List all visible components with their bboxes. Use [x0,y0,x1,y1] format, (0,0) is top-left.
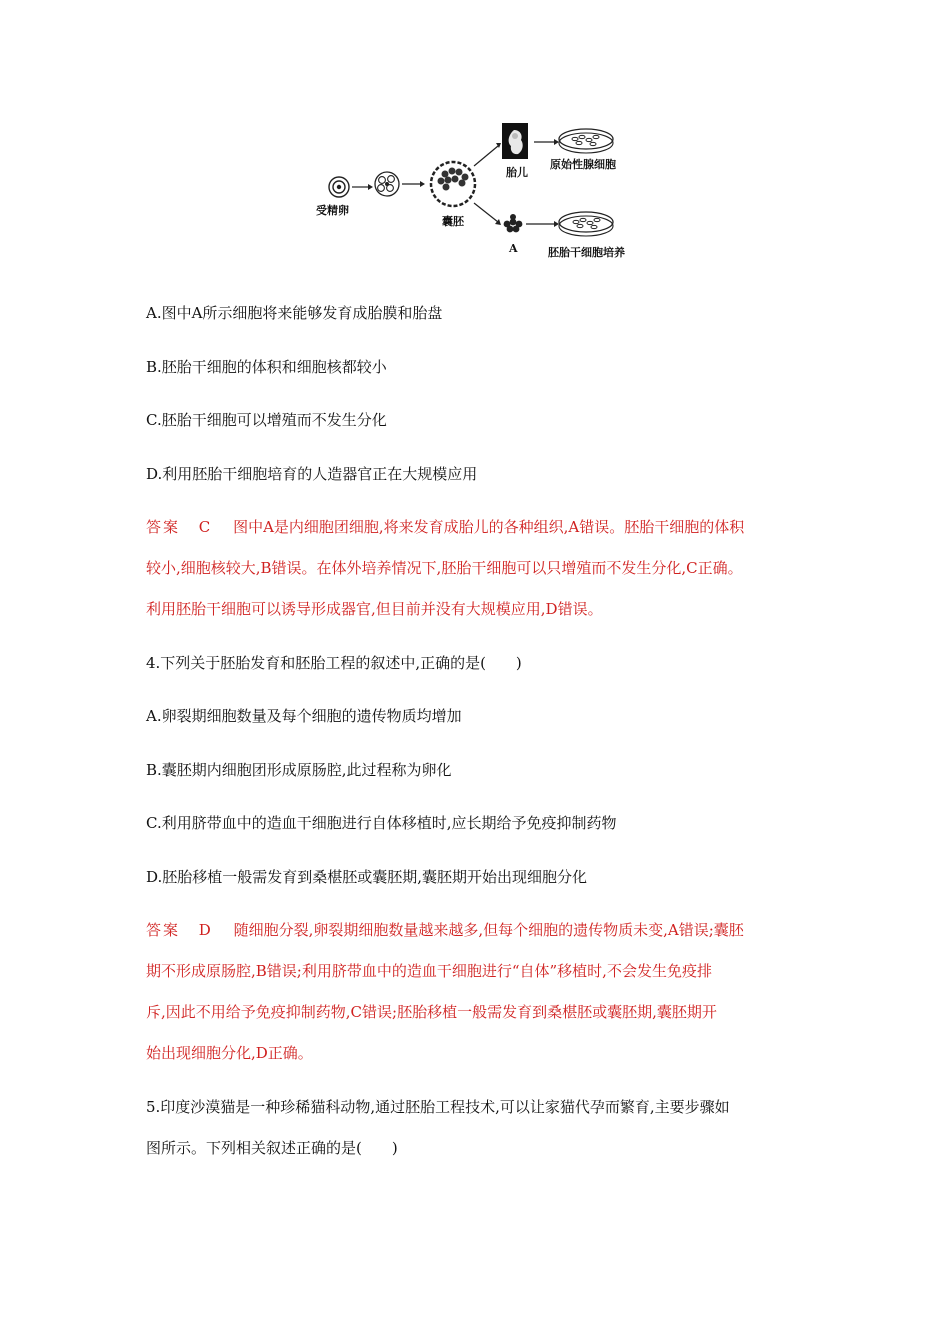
q4-stem: 4.下列关于胚胎发育和胚胎工程的叙述中,正确的是( ) [146,654,522,672]
q4-option-c: C.利用脐带血中的造血干细胞进行自体移植时,应长期给予免疫抑制药物 [146,814,617,832]
q3-option-a: A.图中A所示细胞将来能够发育成胎膜和胎盘 [146,304,443,322]
q3-option-c: C.胚胎干细胞可以增殖而不发生分化 [146,411,387,429]
q4-answer-line-1 [146,920,744,940]
primordial-gonad-dish-drawing [559,129,613,153]
label-fetus: 胎儿 [506,166,528,179]
fetus-drawing [502,123,528,159]
q3-answer-line-3: 利用胚胎干细胞可以诱导形成器官,但目前并没有大规模应用,D错误。 [146,600,603,618]
q4-answer-line-3: 斥,因此不用给予免疫抑制药物,C错误;胚胎移植一般需发育到桑椹胚或囊胚期,囊胚期开 [146,1003,717,1021]
label-es-culture: 胚胎干细胞培养 [548,246,625,259]
zygote-drawing [329,177,349,197]
q3-option-d: D.利用胚胎干细胞培育的人造器官正在大规模应用 [146,465,478,483]
q3-answer-letter: C [198,518,211,536]
q4-answer-letter: D [198,921,211,939]
embryo-diagram-graphic [310,118,650,263]
inner-cell-mass-drawing [504,214,523,232]
q3-answer-line-1 [146,517,744,537]
q4-answer-tag: 答案 [146,921,181,939]
embryo-diagram [310,118,650,263]
q3-option-b: B.胚胎干细胞的体积和细胞核都较小 [146,358,387,376]
q4-answer-text-1: 随细胞分裂,卵裂期细胞数量越来越多,但每个细胞的遗传物质未变,A错误;囊胚 [233,921,744,939]
label-primordial-gonad-cells: 原始性腺细胞 [550,158,616,171]
es-culture-dish-drawing [559,212,613,236]
label-blastocyst: 囊胚 [442,215,464,228]
q4-option-a: A.卵裂期细胞数量及每个细胞的遗传物质均增加 [146,707,462,725]
q4-option-d: D.胚胎移植一般需发育到桑椹胚或囊胚期,囊胚期开始出现细胞分化 [146,868,588,886]
label-zygote: 受精卵 [316,204,349,217]
q4-answer-line-4: 始出现细胞分化,D正确。 [146,1044,313,1062]
q4-answer-line-2: 期不形成原肠腔,B错误;利用脐带血中的造血干细胞进行“自体”移植时,不会发生免疫排 [146,962,712,980]
morula-drawing [375,172,399,196]
q3-answer-tag: 答案 [146,518,181,536]
q3-answer-text-1: 图中A是内细胞团细胞,将来发育成胎儿的各种组织,A错误。胚胎干细胞的体积 [233,518,745,536]
label-a: A [509,242,518,255]
q4-option-b: B.囊胚期内细胞团形成原肠腔,此过程称为卵化 [146,761,452,779]
q3-answer-line-2: 较小,细胞核较大,B错误。在体外培养情况下,胚胎干细胞可以只增殖而不发生分化,C正确。 [146,559,743,577]
q5-stem-line-2: 图所示。下列相关叙述正确的是( ) [146,1139,398,1157]
blastocyst-drawing [431,162,475,206]
q5-stem-line-1: 5.印度沙漠猫是一种珍稀猫科动物,通过胚胎工程技术,可以让家猫代孕而繁育,主要步骤如 [146,1098,730,1116]
